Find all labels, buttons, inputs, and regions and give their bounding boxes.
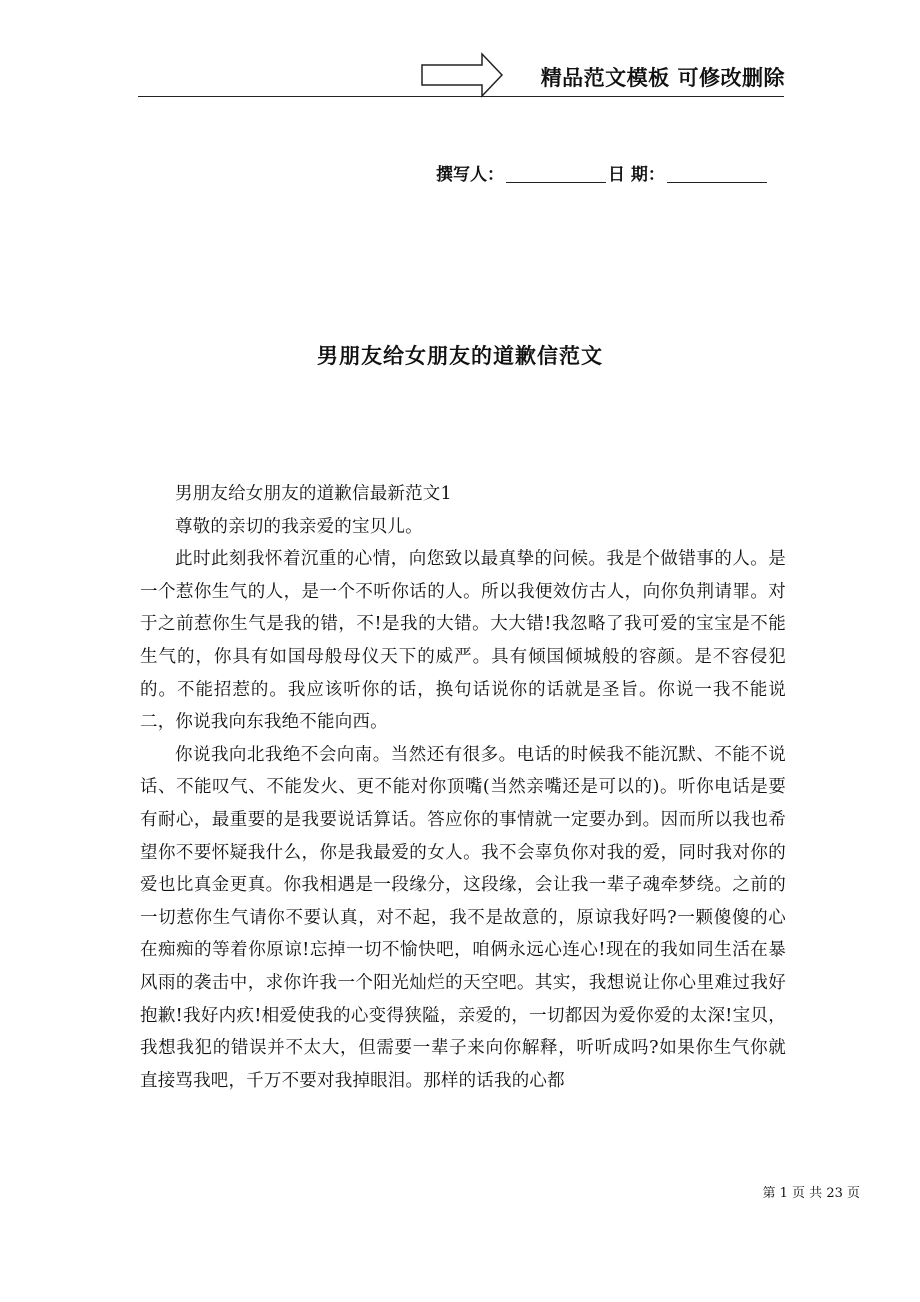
paragraph: 你说我向北我绝不会向南。当然还有很多。电话的时候我不能沉默、不能不说话、不能叹气、不能发火、更不能对你顶嘴(当然亲嘴还是可以的)。听你电话是要有耐心，最重要的是我要说话算话。答应你的事情就一定要办到。因而所以我也希望你不要怀疑我什么，你是我最爱的女人。我不会辜负你对我的爱，同时我对你的爱也比真金更真。你我相遇是一段缘分，这段缘，会让我一辈子魂牵梦绕。之前的一切惹你生气请你不要认真，对不起，我不是故意的，原谅我好吗?一颗傻傻的心在痴痴的等着你原谅!忘掉一切不愉快吧，咱俩永远心连心!现在的我如同生活在暴风雨的袭击中，求你许我一个阳光灿烂的天空吧。其实，我想说让你心里难过我好抱歉!我好内疚!相爱使我的心变得狭隘，亲爱的，一切都因为爱你爱的太深!宝贝，我想我犯的错误并不太大，但需要一辈子来向你解释，听听成吗?如果你生气你就直接骂我吧，千万不要对我掉眼泪。那样的话我的心都: [140, 744, 786, 1091]
header-title: 精品范文模板 可修改删除: [540, 66, 785, 90]
document-body: [140, 478, 786, 1097]
paragraph: 男朋友给女朋友的道歉信最新范文1: [175, 484, 452, 504]
paragraph: 此时此刻我怀着沉重的心情，向您致以最真挚的问候。我是个做错事的人。是一个惹你生气的人，是一个不听你话的人。所以我便效仿古人，向你负荆请罪。对于之前惹你生气是我的错，不!是我的大错。大大错!我忽略了我可爱的宝宝是不能生气的，你具有如国母般母仪天下的威严。具有倾国倾城般的容颜。是不容侵犯的。不能招惹的。我应该听你的话，换句话说你的话就是圣旨。你说一我不能说二，你说我向东我绝不能向西。: [140, 549, 786, 733]
paragraph: 尊敬的亲切的我亲爱的宝贝儿。: [175, 516, 423, 537]
writer-label: 撰写人：: [436, 165, 504, 185]
page-number: 第 1 页 共 23 页: [762, 1186, 860, 1201]
writer-date-line: [436, 160, 786, 185]
date-blank: [667, 164, 767, 183]
writer-blank: [506, 164, 606, 183]
right-arrow-icon: [420, 52, 504, 98]
date-label: 日 期：: [608, 165, 665, 185]
document-title: 男朋友给女朋友的道歉信范文: [317, 344, 603, 368]
header-divider: [138, 96, 784, 97]
